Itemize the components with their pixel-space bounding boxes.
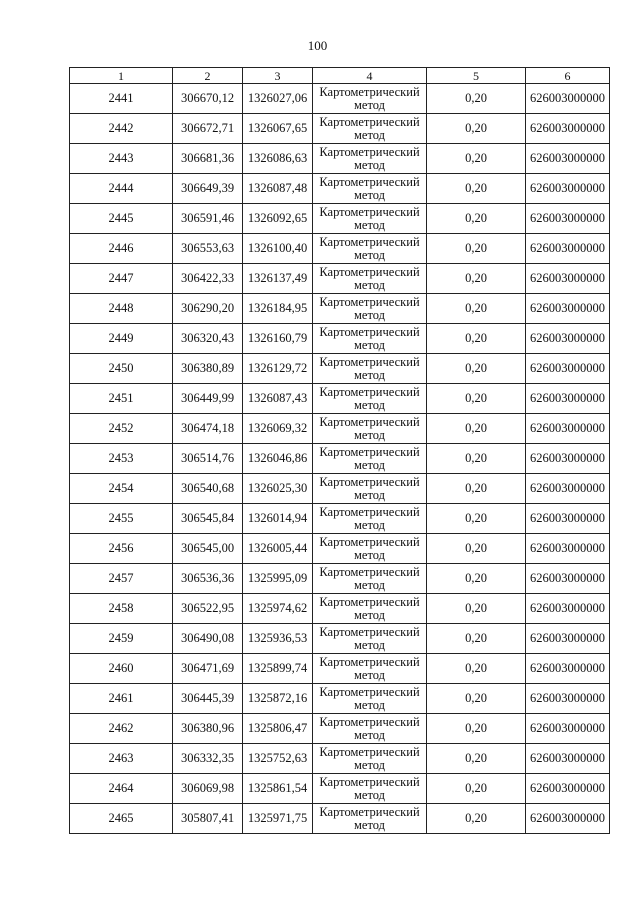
method-line: метод xyxy=(353,517,385,532)
code-cell: 626003000000 xyxy=(526,444,610,474)
table-row xyxy=(70,534,610,564)
y-coordinate-cell: 1326014,94 xyxy=(243,504,313,534)
accuracy-cell: 0,20 xyxy=(427,414,526,444)
y-coordinate-cell: 1325872,16 xyxy=(243,684,313,714)
accuracy-cell: 0,20 xyxy=(427,714,526,744)
code-cell: 626003000000 xyxy=(526,564,610,594)
method-cell xyxy=(313,264,427,294)
method-line: Картометрический xyxy=(319,594,420,609)
code-cell: 626003000000 xyxy=(526,594,610,624)
code-cell: 626003000000 xyxy=(526,384,610,414)
column-header: 3 xyxy=(243,68,313,84)
x-coordinate-cell: 306380,96 xyxy=(173,714,243,744)
method-line: метод xyxy=(353,487,385,502)
point-number-cell: 2460 xyxy=(70,654,173,684)
point-number-cell: 2453 xyxy=(70,444,173,474)
point-number-cell: 2457 xyxy=(70,564,173,594)
method-line: Картометрический xyxy=(319,294,420,309)
point-number-cell: 2456 xyxy=(70,534,173,564)
method-line: Картометрический xyxy=(319,174,420,189)
accuracy-cell: 0,20 xyxy=(427,804,526,834)
method-line: метод xyxy=(353,457,385,472)
accuracy-cell: 0,20 xyxy=(427,684,526,714)
x-coordinate-cell: 306290,20 xyxy=(173,294,243,324)
accuracy-cell: 0,20 xyxy=(427,264,526,294)
table-row xyxy=(70,474,610,504)
method-cell xyxy=(313,84,427,114)
method-line: метод xyxy=(353,367,385,382)
method-line: Картометрический xyxy=(319,144,420,159)
x-coordinate-cell: 306514,76 xyxy=(173,444,243,474)
y-coordinate-cell: 1325971,75 xyxy=(243,804,313,834)
accuracy-cell: 0,20 xyxy=(427,564,526,594)
method-cell xyxy=(313,564,427,594)
accuracy-cell: 0,20 xyxy=(427,354,526,384)
method-line: метод xyxy=(353,427,385,442)
table-row xyxy=(70,744,610,774)
table-row xyxy=(70,504,610,534)
table-row xyxy=(70,264,610,294)
column-header: 4 xyxy=(313,68,427,84)
x-coordinate-cell: 306670,12 xyxy=(173,84,243,114)
method-cell xyxy=(313,684,427,714)
method-line: метод xyxy=(353,577,385,592)
code-cell: 626003000000 xyxy=(526,234,610,264)
point-number-cell: 2458 xyxy=(70,594,173,624)
accuracy-cell: 0,20 xyxy=(427,84,526,114)
y-coordinate-cell: 1326100,40 xyxy=(243,234,313,264)
method-line: метод xyxy=(353,667,385,682)
method-line: Картометрический xyxy=(319,324,420,339)
table-row xyxy=(70,624,610,654)
x-coordinate-cell: 306320,43 xyxy=(173,324,243,354)
y-coordinate-cell: 1326027,06 xyxy=(243,84,313,114)
point-number-cell: 2459 xyxy=(70,624,173,654)
method-cell xyxy=(313,414,427,444)
method-line: Картометрический xyxy=(319,684,420,699)
method-cell xyxy=(313,774,427,804)
code-cell: 626003000000 xyxy=(526,174,610,204)
method-cell xyxy=(313,804,427,834)
method-line: Картометрический xyxy=(319,354,420,369)
method-line: метод xyxy=(353,787,385,802)
method-line: метод xyxy=(353,307,385,322)
method-cell xyxy=(313,444,427,474)
accuracy-cell: 0,20 xyxy=(427,624,526,654)
accuracy-cell: 0,20 xyxy=(427,294,526,324)
method-line: метод xyxy=(353,397,385,412)
table-row xyxy=(70,324,610,354)
x-coordinate-cell: 306672,71 xyxy=(173,114,243,144)
y-coordinate-cell: 1326137,49 xyxy=(243,264,313,294)
method-line: Картометрический xyxy=(319,444,420,459)
method-cell xyxy=(313,204,427,234)
table-row xyxy=(70,804,610,834)
method-cell xyxy=(313,354,427,384)
point-number-cell: 2461 xyxy=(70,684,173,714)
accuracy-cell: 0,20 xyxy=(427,444,526,474)
method-line: Картометрический xyxy=(319,504,420,519)
table-row xyxy=(70,714,610,744)
method-cell xyxy=(313,654,427,684)
table-row xyxy=(70,234,610,264)
method-line: Картометрический xyxy=(319,264,420,279)
code-cell: 626003000000 xyxy=(526,474,610,504)
table-row xyxy=(70,294,610,324)
method-line: Картометрический xyxy=(319,624,420,639)
code-cell: 626003000000 xyxy=(526,354,610,384)
x-coordinate-cell: 306449,99 xyxy=(173,384,243,414)
accuracy-cell: 0,20 xyxy=(427,474,526,504)
table-row xyxy=(70,774,610,804)
method-line: Картометрический xyxy=(319,474,420,489)
accuracy-cell: 0,20 xyxy=(427,744,526,774)
method-line: метод xyxy=(353,817,385,832)
accuracy-cell: 0,20 xyxy=(427,774,526,804)
point-number-cell: 2445 xyxy=(70,204,173,234)
code-cell: 626003000000 xyxy=(526,264,610,294)
column-header: 1 xyxy=(70,68,173,84)
method-line: Картометрический xyxy=(319,564,420,579)
method-cell xyxy=(313,534,427,564)
column-header: 6 xyxy=(526,68,610,84)
method-line: метод xyxy=(353,697,385,712)
x-coordinate-cell: 306490,08 xyxy=(173,624,243,654)
method-cell xyxy=(313,294,427,324)
x-coordinate-cell: 306332,35 xyxy=(173,744,243,774)
x-coordinate-cell: 306474,18 xyxy=(173,414,243,444)
method-line: метод xyxy=(353,547,385,562)
method-line: метод xyxy=(353,277,385,292)
table-row xyxy=(70,84,610,114)
method-line: Картометрический xyxy=(319,654,420,669)
page-number: 100 xyxy=(307,38,328,53)
x-coordinate-cell: 306545,84 xyxy=(173,504,243,534)
x-coordinate-cell: 306591,46 xyxy=(173,204,243,234)
method-line: метод xyxy=(353,127,385,142)
point-number-cell: 2446 xyxy=(70,234,173,264)
method-line: метод xyxy=(353,337,385,352)
table-row xyxy=(70,354,610,384)
accuracy-cell: 0,20 xyxy=(427,234,526,264)
method-line: Картометрический xyxy=(319,714,420,729)
method-line: Картометрический xyxy=(319,774,420,789)
y-coordinate-cell: 1326005,44 xyxy=(243,534,313,564)
method-line: метод xyxy=(353,217,385,232)
method-line: метод xyxy=(353,157,385,172)
code-cell: 626003000000 xyxy=(526,744,610,774)
code-cell: 626003000000 xyxy=(526,534,610,564)
point-number-cell: 2451 xyxy=(70,384,173,414)
accuracy-cell: 0,20 xyxy=(427,324,526,354)
point-number-cell: 2442 xyxy=(70,114,173,144)
method-cell xyxy=(313,474,427,504)
method-line: метод xyxy=(353,187,385,202)
method-cell xyxy=(313,324,427,354)
table-row xyxy=(70,174,610,204)
y-coordinate-cell: 1325752,63 xyxy=(243,744,313,774)
column-header: 5 xyxy=(427,68,526,84)
column-header: 2 xyxy=(173,68,243,84)
table-row xyxy=(70,114,610,144)
method-line: Картометрический xyxy=(319,204,420,219)
code-cell: 626003000000 xyxy=(526,804,610,834)
x-coordinate-cell: 306681,36 xyxy=(173,144,243,174)
code-cell: 626003000000 xyxy=(526,774,610,804)
x-coordinate-cell: 306649,39 xyxy=(173,174,243,204)
code-cell: 626003000000 xyxy=(526,714,610,744)
code-cell: 626003000000 xyxy=(526,414,610,444)
x-coordinate-cell: 306536,36 xyxy=(173,564,243,594)
method-cell xyxy=(313,144,427,174)
y-coordinate-cell: 1326046,86 xyxy=(243,444,313,474)
method-cell xyxy=(313,384,427,414)
y-coordinate-cell: 1326129,72 xyxy=(243,354,313,384)
method-line: метод xyxy=(353,97,385,112)
accuracy-cell: 0,20 xyxy=(427,144,526,174)
table-row xyxy=(70,654,610,684)
x-coordinate-cell: 306545,00 xyxy=(173,534,243,564)
point-number-cell: 2455 xyxy=(70,504,173,534)
accuracy-cell: 0,20 xyxy=(427,384,526,414)
y-coordinate-cell: 1326184,95 xyxy=(243,294,313,324)
method-line: метод xyxy=(353,607,385,622)
method-line: метод xyxy=(353,637,385,652)
y-coordinate-cell: 1326086,63 xyxy=(243,144,313,174)
method-line: Картометрический xyxy=(319,234,420,249)
y-coordinate-cell: 1325861,54 xyxy=(243,774,313,804)
y-coordinate-cell: 1326067,65 xyxy=(243,114,313,144)
header-row xyxy=(70,68,610,84)
method-cell xyxy=(313,234,427,264)
x-coordinate-cell: 306422,33 xyxy=(173,264,243,294)
code-cell: 626003000000 xyxy=(526,114,610,144)
point-number-cell: 2464 xyxy=(70,774,173,804)
y-coordinate-cell: 1325995,09 xyxy=(243,564,313,594)
x-coordinate-cell: 306522,95 xyxy=(173,594,243,624)
table-row xyxy=(70,204,610,234)
accuracy-cell: 0,20 xyxy=(427,534,526,564)
point-number-cell: 2443 xyxy=(70,144,173,174)
code-cell: 626003000000 xyxy=(526,654,610,684)
code-cell: 626003000000 xyxy=(526,624,610,654)
point-number-cell: 2448 xyxy=(70,294,173,324)
y-coordinate-cell: 1326160,79 xyxy=(243,324,313,354)
table-row xyxy=(70,444,610,474)
method-cell xyxy=(313,744,427,774)
code-cell: 626003000000 xyxy=(526,684,610,714)
x-coordinate-cell: 306069,98 xyxy=(173,774,243,804)
y-coordinate-cell: 1326025,30 xyxy=(243,474,313,504)
y-coordinate-cell: 1325806,47 xyxy=(243,714,313,744)
x-coordinate-cell: 305807,41 xyxy=(173,804,243,834)
method-cell xyxy=(313,174,427,204)
code-cell: 626003000000 xyxy=(526,504,610,534)
method-line: Картометрический xyxy=(319,384,420,399)
table-row xyxy=(70,414,610,444)
code-cell: 626003000000 xyxy=(526,324,610,354)
point-number-cell: 2450 xyxy=(70,354,173,384)
method-line: Картометрический xyxy=(319,804,420,819)
point-number-cell: 2449 xyxy=(70,324,173,354)
accuracy-cell: 0,20 xyxy=(427,114,526,144)
method-line: Картометрический xyxy=(319,534,420,549)
table-row xyxy=(70,684,610,714)
point-number-cell: 2447 xyxy=(70,264,173,294)
y-coordinate-cell: 1326092,65 xyxy=(243,204,313,234)
method-cell xyxy=(313,504,427,534)
method-cell xyxy=(313,624,427,654)
table-body xyxy=(70,84,610,834)
x-coordinate-cell: 306380,89 xyxy=(173,354,243,384)
x-coordinate-cell: 306471,69 xyxy=(173,654,243,684)
code-cell: 626003000000 xyxy=(526,84,610,114)
method-cell xyxy=(313,714,427,744)
code-cell: 626003000000 xyxy=(526,144,610,174)
point-number-cell: 2454 xyxy=(70,474,173,504)
accuracy-cell: 0,20 xyxy=(427,204,526,234)
code-cell: 626003000000 xyxy=(526,294,610,324)
accuracy-cell: 0,20 xyxy=(427,174,526,204)
point-number-cell: 2462 xyxy=(70,714,173,744)
method-line: Картометрический xyxy=(319,114,420,129)
x-coordinate-cell: 306540,68 xyxy=(173,474,243,504)
code-cell: 626003000000 xyxy=(526,204,610,234)
point-number-cell: 2444 xyxy=(70,174,173,204)
point-number-cell: 2452 xyxy=(70,414,173,444)
y-coordinate-cell: 1325974,62 xyxy=(243,594,313,624)
method-cell xyxy=(313,594,427,624)
x-coordinate-cell: 306445,39 xyxy=(173,684,243,714)
method-line: Картометрический xyxy=(319,744,420,759)
point-number-cell: 2441 xyxy=(70,84,173,114)
method-line: Картометрический xyxy=(319,84,420,99)
method-line: Картометрический xyxy=(319,414,420,429)
method-line: метод xyxy=(353,247,385,262)
table-row xyxy=(70,594,610,624)
accuracy-cell: 0,20 xyxy=(427,504,526,534)
accuracy-cell: 0,20 xyxy=(427,594,526,624)
y-coordinate-cell: 1326087,48 xyxy=(243,174,313,204)
y-coordinate-cell: 1325936,53 xyxy=(243,624,313,654)
coordinates-table xyxy=(69,67,610,834)
point-number-cell: 2465 xyxy=(70,804,173,834)
method-cell xyxy=(313,114,427,144)
table-row xyxy=(70,564,610,594)
y-coordinate-cell: 1326087,43 xyxy=(243,384,313,414)
x-coordinate-cell: 306553,63 xyxy=(173,234,243,264)
point-number-cell: 2463 xyxy=(70,744,173,774)
method-line: метод xyxy=(353,757,385,772)
accuracy-cell: 0,20 xyxy=(427,654,526,684)
method-line: метод xyxy=(353,727,385,742)
table-row xyxy=(70,144,610,174)
y-coordinate-cell: 1326069,32 xyxy=(243,414,313,444)
y-coordinate-cell: 1325899,74 xyxy=(243,654,313,684)
table-row xyxy=(70,384,610,414)
